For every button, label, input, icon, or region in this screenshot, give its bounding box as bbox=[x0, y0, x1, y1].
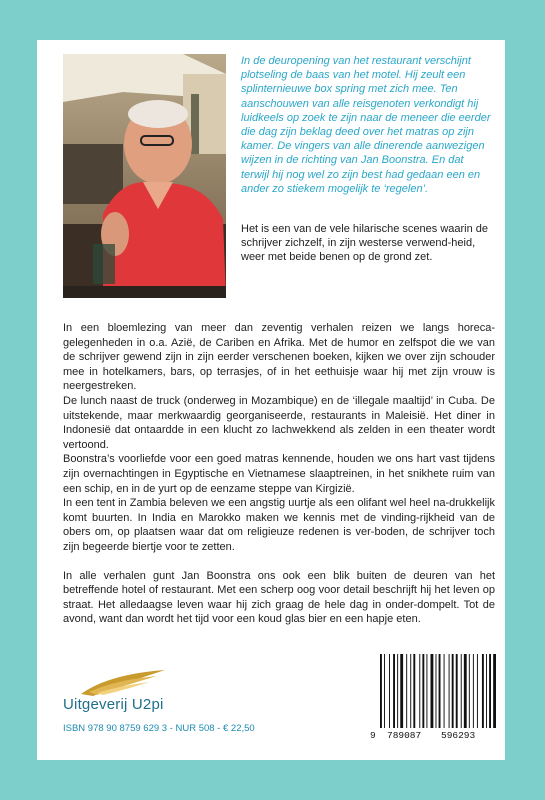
wing-icon bbox=[79, 668, 169, 698]
barcode-bar bbox=[439, 654, 441, 728]
barcode-bar bbox=[406, 654, 407, 728]
barcode-bar bbox=[419, 654, 420, 728]
blurb-text bbox=[63, 321, 495, 627]
barcode bbox=[370, 652, 498, 744]
barcode-bar bbox=[380, 654, 382, 728]
barcode-bar bbox=[393, 654, 395, 728]
barcode-bar bbox=[426, 654, 427, 728]
barcode-bar bbox=[449, 654, 450, 728]
barcode-digit-lead: 9 bbox=[370, 730, 376, 741]
barcode-bar bbox=[473, 654, 474, 728]
barcode-bar bbox=[464, 654, 467, 728]
barcode-bar bbox=[461, 654, 462, 728]
barcode-bar bbox=[477, 654, 478, 728]
blurb-paragraph: Boonstra’s voorliefde voor een goed matras kennende, houden we ons hart vast tijdens zijn overnachtingen in Egyptische en Vietnamese slaaptreinen, in het snikhete ruim van een schip, en in de yurt op de eenzame steppe van Kirgizië. bbox=[63, 453, 495, 495]
barcode-bar bbox=[469, 654, 470, 728]
quote-paragraph: In de deuropening van het restaurant verschijnt plotseling de baas van het motel. Hij zeult een splinternieuwe box spring met zich mee. Ten aanschouwen van alle reisgenoten verkondigt hij luidkeels op zoek te zijn naar de meneer die eerder die dag zijn beklag deed over het matras op zijn kamer. De vingers van alle dinerende aanwezigen wijzen in de richting van Jan Boonstra. En dat terwijl hij nog wel zo zijn best had gedaan een en ander zo stiekem mogelijk te ‘regelen’. bbox=[241, 55, 491, 195]
book-back-cover bbox=[37, 40, 505, 760]
blurb-paragraph: In een tent in Zambia beleven we een angstig uurtje als een olifant wel heel na-drukkelijk komt buurten. In India en Marokko maken we kennis met de vinding-rijkheid van de obers om, op plaatsen waar dat om religieuze redenen is ver-boden, de schrijver toch zijn begeerde biertje voor te zetten. bbox=[63, 497, 495, 553]
barcode-bar bbox=[452, 654, 454, 728]
barcode-bar bbox=[482, 654, 484, 728]
barcode-bar bbox=[444, 654, 445, 728]
barcode-bar bbox=[413, 654, 415, 728]
barcode-bar bbox=[431, 654, 434, 728]
barcode-bar bbox=[486, 654, 487, 728]
barcode-bar bbox=[456, 654, 458, 728]
barcode-bar bbox=[436, 654, 437, 728]
quote-follow-paragraph: Het is een van de vele hilarische scenes waarin de schrijver zichzelf, in zijn westerse verwend-heid, weer met beide benen op de grond zet. bbox=[241, 223, 489, 264]
barcode-bar bbox=[489, 654, 491, 728]
barcode-digits-left: 789087 bbox=[387, 730, 422, 741]
barcode-digits-right: 596293 bbox=[441, 730, 476, 741]
publisher-name: Uitgeverij U2pi bbox=[63, 696, 164, 713]
barcode-bar bbox=[493, 654, 496, 728]
blurb-paragraph: De lunch naast de truck (onderweg in Mozambique) en de ‘illegale maaltijd’ in Cuba. De uitstekende, maar merkwaardig georganiseerde, restaurants in Maleisië. Het diner in Indonesië dat ontaardde in een klucht zo lachwekkend als zelden in een theater wordt vertoond. bbox=[63, 394, 495, 451]
barcode-bar bbox=[400, 654, 403, 728]
publisher-logo bbox=[63, 668, 253, 728]
barcode-bar bbox=[397, 654, 398, 728]
barcode-bars bbox=[370, 652, 498, 732]
barcode-bar bbox=[410, 654, 411, 728]
blurb-paragraph: In alle verhalen gunt Jan Boonstra ons ook een blik buiten de deuren van het betreffende hotel of restaurant. Met een scherp oog voor detail beschrijft hij het leven op straat. Het alledaagse leven waar hij zich graag de hele dag in onder-dompelt. Tot de avond, want dan wordt het tijd voor een koud glas bier en een hapje eten. bbox=[63, 569, 495, 626]
author-photo bbox=[63, 54, 226, 298]
barcode-bar bbox=[389, 654, 390, 728]
blurb-paragraph: In een bloemlezing van meer dan zeventig verhalen reizen we langs horeca-gelegenheden in o.a. Azië, de Cariben en Afrika. Met de humor en zelfspot die we van de schrijver gewend zijn in zijn eerder verschenen boeken, kijken we over zijn schouder mee in hotelkamers, bars, op terrasjes, of in het eethuisje waar hij met zijn vrouw is neergestreken. bbox=[63, 322, 495, 393]
isbn-line: ISBN 978 90 8759 629 3 - NUR 508 - € 22,50 bbox=[63, 723, 255, 734]
barcode-bar bbox=[422, 654, 424, 728]
barcode-bar bbox=[384, 654, 385, 728]
